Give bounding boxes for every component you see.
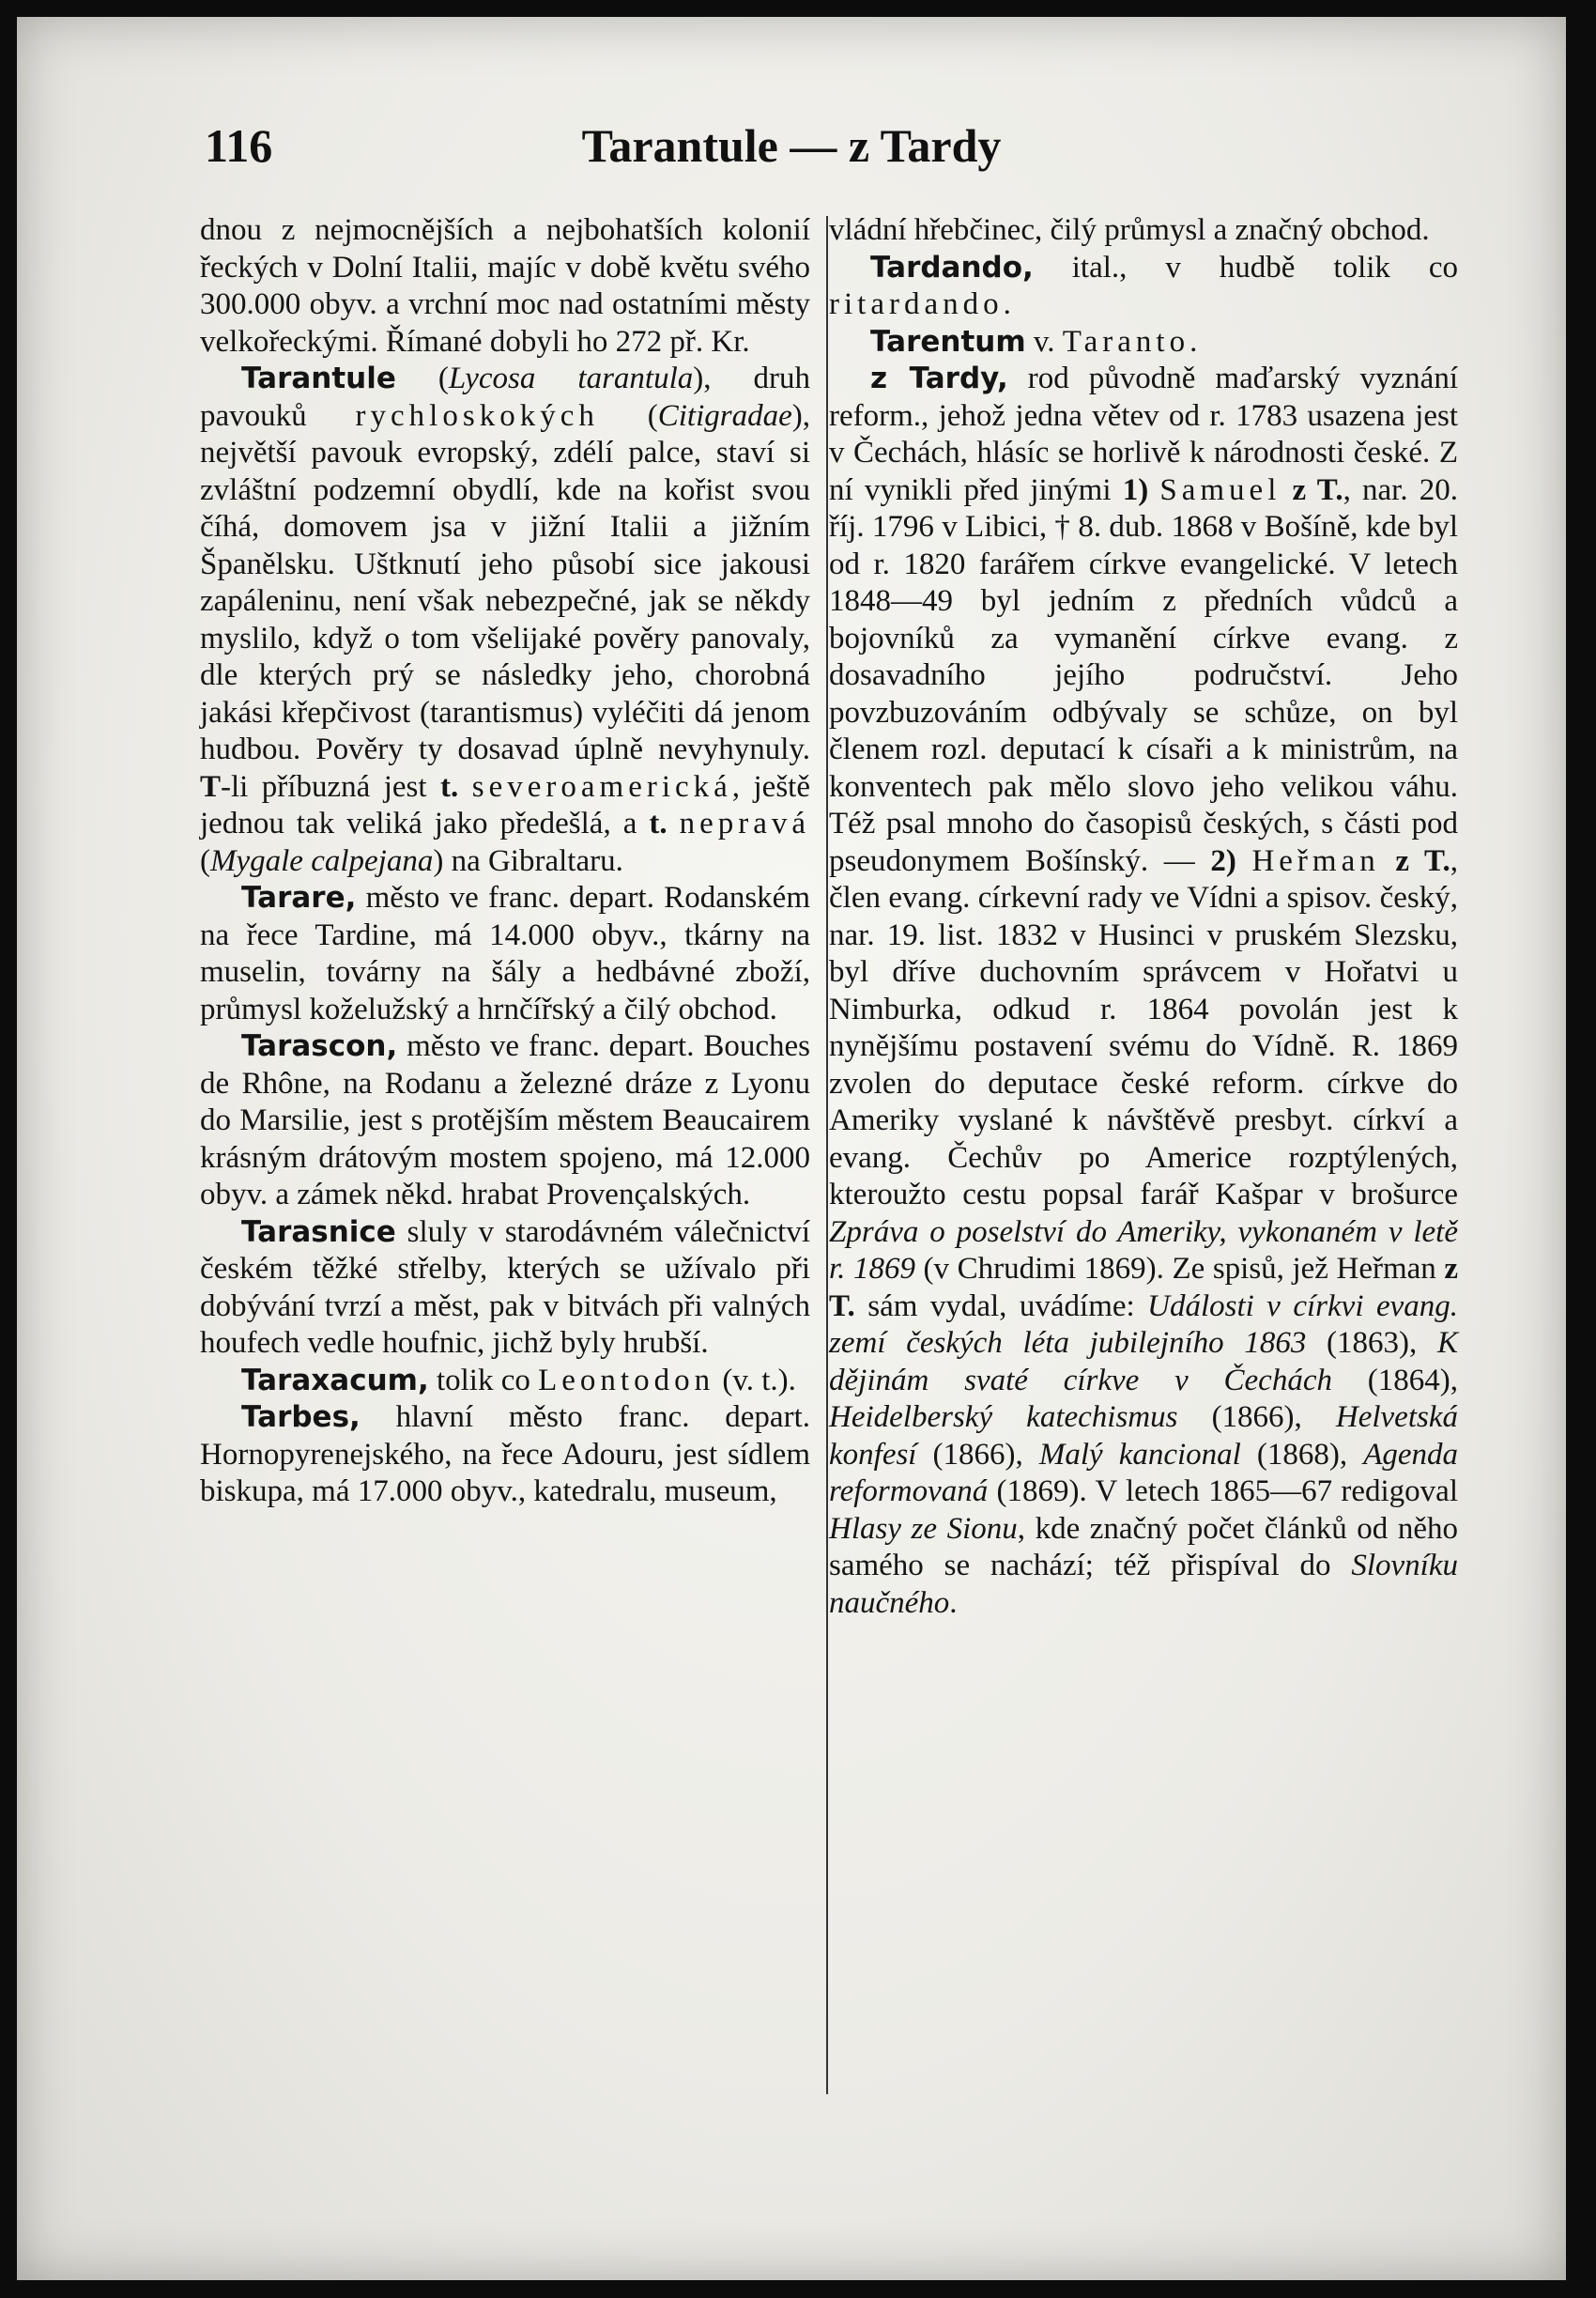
headword: Tardando, xyxy=(870,250,1034,285)
book-page xyxy=(17,17,1566,2280)
headword: Taraxacum, xyxy=(241,1363,429,1397)
entry-tardando: Tardando, ital., v hudbě tolik co ritardando. xyxy=(829,250,1458,321)
entry-tarantule: Tarantule (Lycosa tarantula), druh pavouků rychloskokých (Citigradae), největší pavouk evropský, zdélí palce, staví si zvláštní podzemní obydlí, kde na kořist svou číhá, domovem jsa v jižní Italii a jižním Španělsku. Uštknutí jeho působí sice jakousi zapáleninu, není však nebezpečné, jak se někdy myslilo, když o tom všelijaké pověry panovaly, dle kterých prý se následky jeho, chorobná jakási křepčivost (tarantismus) vyléčiti dá jenom hudbou. Pověry ty dosavad úplně nevyhynuly. T-li příbuzná jest t. severoamerická, ještě jednou tak veliká jako předešlá, a t. nepravá (Mygale calpejana) na Gibraltaru. xyxy=(200,362,810,878)
entry-taraxacum: Taraxacum, tolik co Leontodon (v. t.). xyxy=(241,1363,796,1397)
entry-tarentum: Tarentum v. Taranto. xyxy=(870,324,1198,359)
headword: Tarascon, xyxy=(241,1029,398,1063)
right-column xyxy=(829,212,1458,1622)
continued-paragraph: vládní hřebčinec, čilý průmysl a značný obchod. xyxy=(829,213,1430,247)
headword: Tarentum xyxy=(870,324,1026,359)
running-head: Tarantule — z Tardy xyxy=(581,119,1002,172)
column-divider xyxy=(826,216,828,2094)
page-number: 116 xyxy=(205,119,273,172)
page-header xyxy=(17,111,1566,177)
entry-z-tardy: z Tardy, rod původně maďarský vyznání reform., jehož jedna větev od r. 1783 usazena jest v Čechách, hlásíc se horlivě k národnosti české. Z ní vynikli před jinými 1) Samuel z T., nar. 20. říj. 1796 v Libici, † 8. dub. 1868 v Bošíně, kde byl od r. 1820 farářem církve evangelické. V letech 1848—49 byl jedním z předních vůdců a bojovníků za vymanění církve evang. z dosavadního jejího područství. Jeho povzbuzováním odbývaly se schůze, on byl členem rozl. deputací k císaři a k ministrům, na konventech pak mělo slovo jeho velikou váhu. Též psal mnoho do časopisů českých, s části pod pseudonymem Bošínský. — 2) Heřman z T., člen evang. církevní rady ve Vídni a spisov. český, nar. 19. list. 1832 v Husinci v pruském Slezsku, byl dříve duchovním správcem v Hořatvi u Nimburka, odkud r. 1864 povolán jest k nynějšímu postavení svému do Vídně. R. 1869 zvolen do deputace české reform. církve do Ameriky vyslané k návštěvě presbyt. církví a evang. Čechův po Americe rozptýlených, kteroužto cestu popsal farář Kašpar v brošurce Zpráva o poselství do Ameriky, vykonaném v letě r. 1869 (v Chrudimi 1869). Ze spisů, jež Heřman z T. sám vydal, uvádíme: Události v církvi evang. zemí českých léta jubilejního 1863 (1863), K dějinám svaté církve v Čechách (1864), Heidelberský katechismus (1866), Helvetská konfesí (1866), Malý kancional (1868), Agenda reformovaná (1869). V letech 1865—67 redigoval Hlasy ze Sionu, kde značný počet článků od něho samého se nachází; též přispíval do Slovníku naučného. xyxy=(829,362,1459,1620)
entry-tarascon: Tarascon, město ve franc. depart. Bouches de Rhône, na Rodanu a železné dráze z Lyonu do Marsilie, jest s protějším městem Beaucairem krásným drátovým mostem spojeno, má 12.000 obyv. a zámek někd. hrabat Provençalských. xyxy=(200,1029,810,1211)
headword: Tarbes, xyxy=(241,1400,361,1434)
entry-tarbes: Tarbes, hlavní město franc. depart. Hornopyrenejského, na řece Adouru, jest sídlem biskupa, má 17.000 obyv., katedralu, museum, xyxy=(200,1400,810,1508)
entry-tarasnice: Tarasnice sluly v starodávném válečnictví českém těžké střelby, kterých se užívalo při dobývání tvrzí a měst, pak v bitvách při valných houfech vedle houfnic, jichž byly hrubší. xyxy=(200,1214,810,1360)
headword: Tarantule xyxy=(241,362,396,395)
continued-paragraph: dnou z nejmocnějších a nejbohatších kolonií řeckých v Dolní Italii, majíc v době květu svého 300.000 obyv. a vrchní moc nad ostatními městy velkořeckými. Římané dobyli ho 272 př. Kr. xyxy=(200,213,810,359)
entry-tarare: Tarare, město ve franc. depart. Rodanském na řece Tardine, má 14.000 obyv., tkárny na muselin, továrny na šály a hedbávné zboží, průmysl koželužský a hrnčířský a čilý obchod. xyxy=(200,881,810,1026)
headword: z Tardy, xyxy=(870,362,1008,395)
headword: Tarasnice xyxy=(241,1214,396,1249)
left-column xyxy=(200,212,810,1511)
headword: Tarare, xyxy=(241,881,357,915)
